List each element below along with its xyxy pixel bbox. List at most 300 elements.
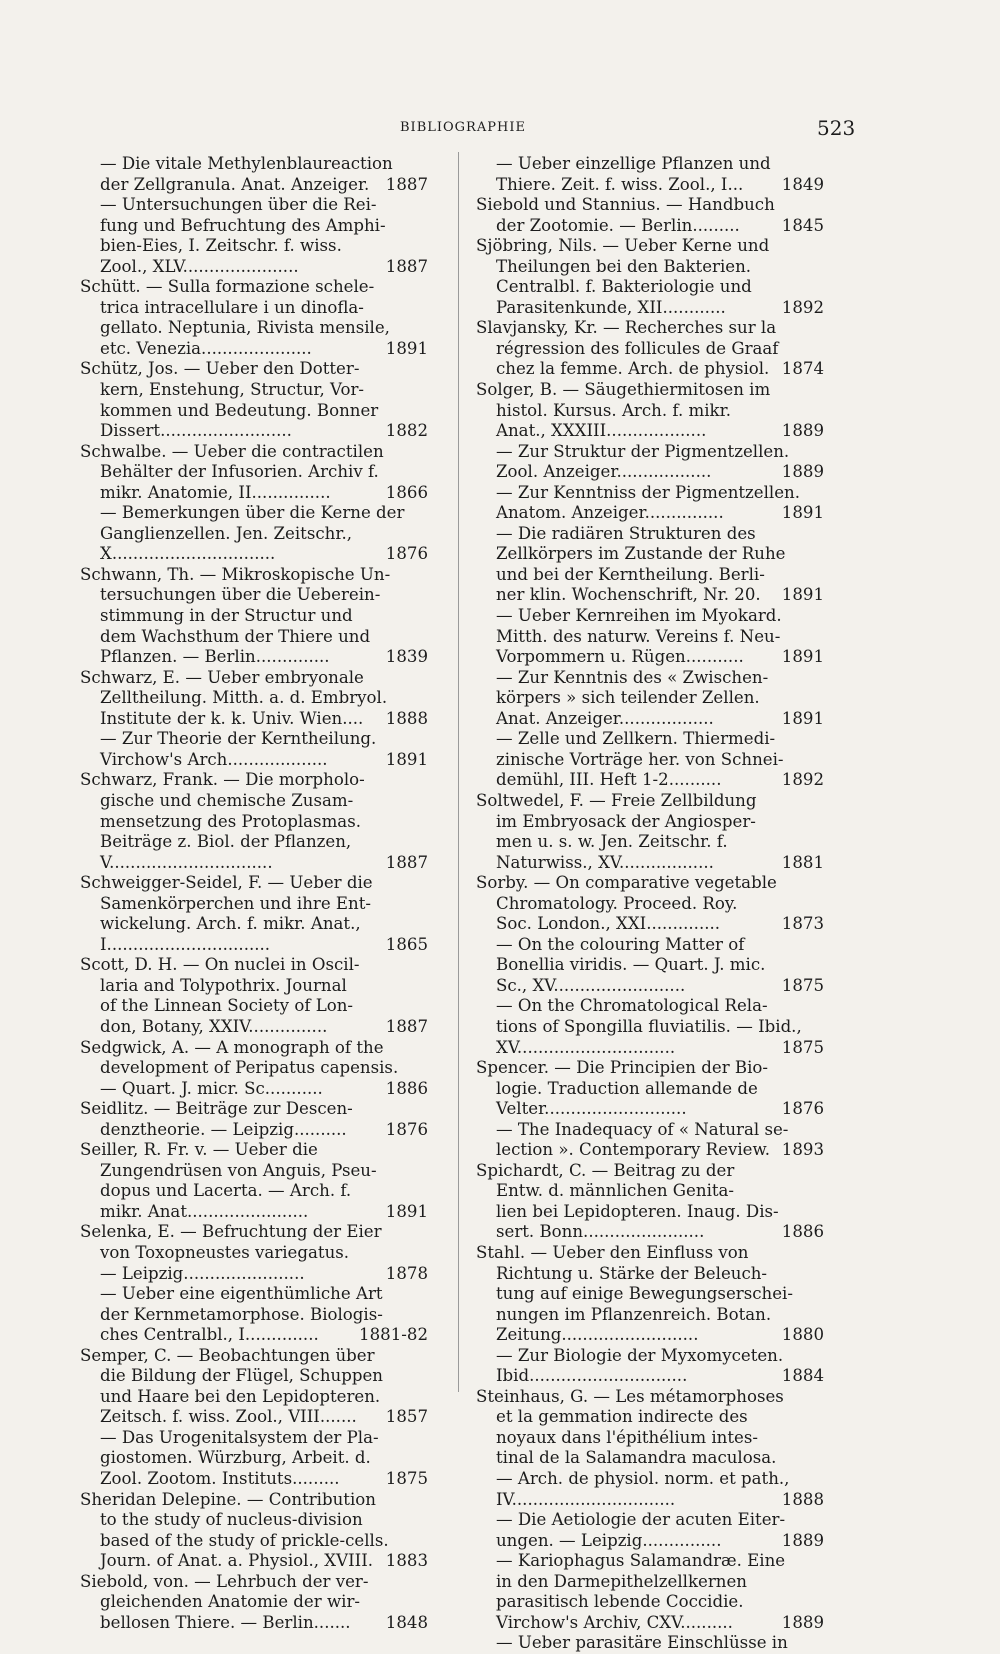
- bibliography-line: [80, 1038, 420, 1059]
- entry-text: Virchow's Archiv, CXV..........: [496, 1612, 733, 1632]
- bibliography-line: [80, 442, 420, 463]
- bibliography-line: [80, 524, 420, 545]
- bibliography-line: [80, 770, 420, 791]
- bibliography-line: [80, 195, 420, 216]
- entry-year: 1881: [781, 852, 824, 872]
- entry-text: in den Darmepithelzellkernen: [496, 1571, 747, 1591]
- bibliography-line: [80, 606, 420, 627]
- bibliography-line: [80, 585, 420, 606]
- bibliography-line: [80, 668, 420, 689]
- entry-year: 1857: [385, 1407, 428, 1427]
- bibliography-line: [80, 216, 420, 237]
- entry-year: 1892: [781, 770, 824, 790]
- bibliography-line: [476, 1305, 816, 1326]
- entry-year: 1886: [781, 1222, 824, 1242]
- bibliography-line: [476, 1243, 816, 1264]
- bibliography-line: [476, 524, 816, 545]
- entry-text: Zeitung..........................: [496, 1325, 699, 1345]
- entry-text: lien bei Lepidopteren. Inaug. Dis-: [496, 1201, 779, 1221]
- entry-text: Institute der k. k. Univ. Wien....: [100, 708, 364, 728]
- entry-text: tersuchungen über die Ueberein-: [100, 585, 381, 605]
- bibliography-line: [476, 750, 816, 771]
- bibliography-line: [80, 256, 428, 278]
- bibliography-line: [80, 873, 420, 894]
- bibliography-line: [476, 791, 816, 812]
- entry-text: Ganglienzellen. Jen. Zeitschr.,: [100, 523, 353, 543]
- entry-text: gleichenden Anatomie der wir-: [100, 1592, 361, 1612]
- entry-text: — Ueber eine eigenthümliche Art: [100, 1284, 383, 1304]
- bibliography-line: [80, 1201, 428, 1223]
- entry-text: und Haare bei den Lepidopteren.: [100, 1386, 381, 1406]
- bibliography-line: [476, 1428, 816, 1449]
- bibliography-line: [80, 934, 428, 956]
- entry-text: Sheridan Delepine. — Contribution: [80, 1489, 376, 1509]
- entry-year: 1874: [781, 359, 824, 379]
- bibliography-line: [476, 421, 824, 442]
- bibliography-line: [476, 1161, 816, 1182]
- bibliography-line: [476, 1407, 816, 1428]
- bibliography-line: [476, 503, 824, 524]
- bibliography-line: [80, 976, 420, 997]
- bibliography-line: [476, 1181, 816, 1202]
- entry-text: der Zellgranula. Anat. Anzeiger.: [100, 174, 370, 194]
- entry-text: der Kernmetamorphose. Biologis-: [100, 1304, 383, 1324]
- bibliography-line: [476, 1592, 816, 1613]
- entry-text: I...............................: [100, 934, 271, 954]
- entry-text: — On the colouring Matter of: [496, 934, 745, 954]
- bibliography-line: [80, 1119, 428, 1141]
- entry-year: 1883: [385, 1551, 428, 1571]
- bibliography-line: [80, 749, 428, 771]
- bibliography-line: [80, 1058, 420, 1079]
- entry-year: 1875: [385, 1469, 428, 1488]
- entry-text: mikr. Anat.......................: [100, 1201, 309, 1221]
- bibliography-line: [80, 1181, 420, 1202]
- bibliography-line: [476, 1222, 824, 1243]
- entry-text: Virchow's Arch...................: [100, 749, 328, 769]
- entry-text: XV..............................: [496, 1037, 676, 1057]
- entry-year: 1884: [781, 1366, 824, 1386]
- entry-text: régression des follicules de Graaf: [496, 338, 779, 358]
- entry-text: tinal de la Salamandra maculosa.: [496, 1448, 777, 1468]
- entry-year: 1886: [385, 1078, 428, 1098]
- bibliography-line: [80, 1016, 428, 1038]
- bibliography-line: [80, 1510, 420, 1531]
- entry-text: — Arch. de physiol. norm. et path.,: [496, 1469, 790, 1488]
- entry-year: 1865: [385, 934, 428, 954]
- bibliography-line: [476, 668, 816, 689]
- bibliography-line: [80, 1387, 420, 1408]
- running-title: BIBLIOGRAPHIE: [400, 120, 526, 135]
- entry-text: Steinhaus, G. — Les métamorphoses: [476, 1386, 784, 1406]
- entry-text: und bei der Kerntheilung. Berli-: [496, 564, 765, 584]
- bibliography-line: [476, 174, 824, 196]
- entry-text: gische und chemische Zusam-: [100, 790, 354, 810]
- entry-year: 1891: [781, 647, 824, 667]
- entry-text: — Zur Theorie der Kerntheilung.: [100, 729, 377, 749]
- bibliography-line: [80, 380, 420, 401]
- bibliography-line: [476, 154, 816, 175]
- entry-text: Journ. of Anat. a. Physiol., XVIII.: [100, 1551, 374, 1571]
- entry-text: et la gemmation indirecte des: [496, 1407, 748, 1427]
- bibliography-line: [80, 852, 428, 874]
- entry-text: bien-Eies, I. Zeitschr. f. wiss.: [100, 236, 342, 256]
- bibliography-line: [476, 627, 816, 648]
- bibliography-line: [80, 1078, 428, 1100]
- entry-text: nungen im Pflanzenreich. Botan.: [496, 1304, 772, 1324]
- entry-text: Zelltheilung. Mitth. a. d. Embryol.: [100, 688, 388, 708]
- bibliography-line: [80, 338, 428, 360]
- entry-text: mikr. Anatomie, II...............: [100, 482, 331, 502]
- entry-text: ches Centralbl., I..............: [100, 1325, 319, 1345]
- bibliography-line: [476, 442, 816, 463]
- bibliography-line: [476, 277, 816, 298]
- bibliography-line: [80, 1222, 420, 1243]
- entry-text: — Ueber einzellige Pflanzen und: [496, 154, 771, 173]
- entry-text: logie. Traduction allemande de: [496, 1078, 758, 1098]
- bibliography-line: [476, 195, 816, 216]
- entry-year: 1887: [385, 174, 428, 194]
- bibliography-line: [80, 955, 420, 976]
- entry-text: to the study of nucleus-division: [100, 1510, 363, 1530]
- entry-text: Velter...........................: [496, 1099, 687, 1119]
- entry-text: Slavjansky, Kr. — Recherches sur la: [476, 318, 777, 338]
- bibliography-line: [80, 1161, 420, 1182]
- bibliography-line: [476, 1387, 816, 1408]
- entry-text: — Das Urogenitalsystem der Pla-: [100, 1427, 379, 1447]
- entry-text: development of Peripatus capensis.: [100, 1058, 399, 1078]
- bibliography-line: [80, 421, 428, 442]
- entry-text: Anat. Anzeiger..................: [496, 708, 714, 728]
- bibliography-line: [80, 1243, 420, 1264]
- entry-text: Zungendrüsen von Anguis, Pseu-: [100, 1160, 377, 1180]
- entry-text: Chromatology. Proceed. Roy.: [496, 893, 738, 913]
- entry-text: — Zur Struktur der Pigmentzellen.: [496, 441, 790, 461]
- bibliography-line: [80, 1469, 428, 1490]
- entry-text: chez la femme. Arch. de physiol.: [496, 359, 770, 379]
- running-head: [0, 118, 1000, 140]
- entry-text: körpers » sich teilender Zellen.: [496, 688, 760, 708]
- entry-year: 1876: [385, 1119, 428, 1139]
- bibliography-line: [476, 729, 816, 750]
- entry-text: parasitisch lebende Coccidie.: [496, 1592, 744, 1612]
- entry-year: 1889: [781, 1530, 824, 1550]
- bibliography-line: [476, 812, 816, 833]
- bibliography-line: [476, 1469, 816, 1490]
- entry-text: Zool., XLV......................: [100, 256, 299, 276]
- entry-text: bellosen Thiere. — Berlin.......: [100, 1612, 351, 1632]
- bibliography-line: [476, 894, 816, 915]
- entry-text: Soc. London., XXI..............: [496, 914, 721, 934]
- entry-year: 1880: [781, 1325, 824, 1345]
- bibliography-line: [80, 708, 428, 730]
- entry-text: mensetzung des Protoplasmas.: [100, 811, 361, 831]
- entry-text: — Die Aetiologie der acuten Eiter-: [496, 1510, 786, 1530]
- bibliography-line: [80, 565, 420, 586]
- bibliography-line: [80, 647, 428, 668]
- entry-year: 1845: [781, 215, 824, 235]
- entry-text: Behälter der Infusorien. Archiv f.: [100, 462, 379, 482]
- entry-year: 1889: [781, 462, 824, 482]
- entry-year: 1892: [781, 297, 824, 317]
- bibliography-line: [80, 503, 420, 524]
- entry-text: Sjöbring, Nils. — Ueber Kerne und: [476, 236, 770, 256]
- entry-text: Beiträge z. Biol. der Pflanzen,: [100, 832, 352, 852]
- bibliography-line: [80, 627, 420, 648]
- entry-text: Anat., XXXIII...................: [496, 421, 707, 441]
- bibliography-line: [476, 585, 824, 606]
- entry-text: Zeitsch. f. wiss. Zool., VIII.......: [100, 1407, 357, 1427]
- entry-year: 1891: [781, 708, 824, 728]
- bibliography-line: [80, 482, 428, 504]
- bibliography-line: [80, 174, 428, 196]
- bibliography-line: [476, 1284, 816, 1305]
- bibliography-line: [80, 812, 420, 833]
- bibliography-line: [80, 1346, 420, 1367]
- entry-text: Mitth. des naturw. Vereins f. Neu-: [496, 626, 781, 646]
- bibliography-line: [80, 832, 420, 853]
- entry-text: Schwarz, Frank. — Die morpholo-: [80, 770, 365, 790]
- bibliography-line: [476, 1099, 824, 1120]
- entry-text: Schütt. — Sulla formazione schele-: [80, 277, 375, 297]
- bibliography-line: [476, 1202, 816, 1223]
- bibliography-line: [80, 688, 420, 709]
- bibliography-line: [80, 298, 420, 319]
- entry-text: Richtung u. Stärke der Beleuch-: [496, 1263, 768, 1283]
- bibliography-line: [476, 339, 816, 360]
- entry-text: kommen und Bedeutung. Bonner: [100, 400, 379, 420]
- bibliography-line: [80, 1099, 420, 1120]
- entry-text: — Zur Biologie der Myxomyceten.: [496, 1345, 784, 1365]
- entry-text: gellato. Neptunia, Rivista mensile,: [100, 318, 390, 338]
- bibliography-line: [476, 935, 816, 956]
- entry-text: based of the study of prickle-cells.: [100, 1530, 389, 1550]
- entry-text: — Ueber parasitäre Einschlüsse in: [496, 1633, 788, 1653]
- entry-text: — Ueber Kernreihen im Myokard.: [496, 606, 782, 626]
- entry-text: Schwarz, E. — Ueber embryonale: [80, 667, 364, 687]
- entry-text: Theilungen bei den Bakterien.: [496, 256, 752, 276]
- bibliography-line: [476, 606, 816, 627]
- entry-text: giostomen. Würzburg, Arbeit. d.: [100, 1448, 371, 1468]
- entry-text: Scott, D. H. — On nuclei in Oscil-: [80, 955, 360, 975]
- entry-year: 1876: [385, 544, 428, 564]
- entry-text: Zool. Zootom. Instituts.........: [100, 1469, 340, 1488]
- entry-text: — Die radiären Strukturen des: [496, 523, 756, 543]
- entry-text: men u. s. w. Jen. Zeitschr. f.: [496, 832, 728, 852]
- bibliography-line: [476, 401, 816, 422]
- bibliography-line: [476, 544, 816, 565]
- entry-year: 1882: [385, 421, 428, 441]
- bibliography-line: [80, 1592, 420, 1613]
- entry-text: Solger, B. — Säugethiermitosen im: [476, 380, 771, 400]
- entry-text: histol. Kursus. Arch. f. mikr.: [496, 400, 731, 420]
- entry-year: 1875: [781, 975, 824, 995]
- entry-text: Zool. Anzeiger..................: [496, 462, 712, 482]
- bibliography-line: [476, 1120, 816, 1141]
- entry-text: noyaux dans l'épithélium intes-: [496, 1427, 758, 1447]
- entry-text: zinische Vorträge her. von Schnei-: [496, 749, 784, 769]
- entry-text: sert. Bonn.......................: [496, 1222, 705, 1242]
- bibliography-line: [80, 462, 420, 483]
- entry-text: V...............................: [100, 852, 273, 872]
- entry-text: Thiere. Zeit. f. wiss. Zool., I...: [496, 174, 744, 194]
- entry-text: — Die vitale Methylenblaureaction: [100, 154, 393, 173]
- entry-text: — Bemerkungen über die Kerne der: [100, 503, 405, 523]
- bibliography-line: [476, 1366, 824, 1387]
- entry-text: Vorpommern u. Rügen...........: [496, 647, 744, 667]
- entry-year: 1887: [385, 1016, 428, 1036]
- entry-year: 1891: [385, 1201, 428, 1221]
- bibliography-line: [80, 1612, 428, 1634]
- entry-text: denztheorie. — Leipzig..........: [100, 1119, 347, 1139]
- left-column: [80, 154, 428, 1633]
- entry-text: Spencer. — Die Principien der Bio-: [476, 1058, 768, 1078]
- bibliography-line: [476, 647, 824, 668]
- entry-text: Entw. d. männlichen Genita-: [496, 1181, 735, 1201]
- bibliography-line: [476, 1510, 816, 1531]
- column-divider: [458, 152, 459, 1392]
- entry-year: 1848: [385, 1612, 428, 1632]
- entry-text: Selenka, E. — Befruchtung der Eier: [80, 1222, 382, 1242]
- bibliography-line: [80, 1551, 428, 1572]
- bibliography-line: [80, 236, 420, 257]
- bibliography-line: [476, 1489, 824, 1511]
- entry-text: dem Wachsthum der Thiere und: [100, 626, 371, 646]
- bibliography-line: [80, 791, 420, 812]
- bibliography-line: [476, 1530, 824, 1552]
- bibliography-line: [80, 154, 420, 175]
- entry-text: demühl, III. Heft 1-2..........: [496, 770, 722, 790]
- entry-text: trica intracellulare i un dinofla-: [100, 297, 364, 317]
- entry-text: Schweigger-Seidel, F. — Ueber die: [80, 873, 373, 893]
- page-number: 523: [817, 116, 856, 140]
- entry-text: Parasitenkunde, XII............: [496, 297, 726, 317]
- bibliography-line: [80, 1407, 428, 1428]
- entry-year: 1891: [781, 503, 824, 523]
- bibliography-line: [476, 1037, 824, 1059]
- bibliography-line: [80, 1572, 420, 1593]
- entry-text: der Zootomie. — Berlin.........: [496, 215, 740, 235]
- entry-text: laria and Tolypothrix. Journal: [100, 975, 347, 995]
- entry-year: 1889: [781, 421, 824, 441]
- bibliography-line: [476, 1079, 816, 1100]
- entry-text: Schwann, Th. — Mikroskopische Un-: [80, 564, 391, 584]
- bibliography-line: [80, 996, 420, 1017]
- bibliography-line: [80, 1305, 420, 1326]
- entry-text: stimmung in der Structur und: [100, 606, 353, 626]
- entry-text: im Embryosack der Angiosper-: [496, 811, 756, 831]
- entry-text: X...............................: [100, 544, 276, 564]
- bibliography-line: [476, 1264, 816, 1285]
- entry-text: — Untersuchungen über die Rei-: [100, 195, 377, 215]
- bibliography-line: [80, 359, 420, 380]
- entry-year: 1891: [781, 585, 824, 605]
- entry-year: 1891: [385, 749, 428, 769]
- entry-text: Bonellia viridis. — Quart. J. mic.: [496, 955, 766, 975]
- entry-text: Anatom. Anzeiger...............: [496, 503, 724, 523]
- entry-text: tions of Spongilla fluviatilis. — Ibid.,: [496, 1016, 802, 1036]
- entry-text: — On the Chromatological Rela-: [496, 996, 768, 1016]
- entry-text: IV...............................: [496, 1489, 676, 1509]
- bibliography-line: [476, 565, 816, 586]
- bibliography-line: [476, 483, 816, 504]
- entry-text: lection ». Contemporary Review.: [496, 1140, 770, 1160]
- entry-year: 1888: [385, 708, 428, 728]
- bibliography-line: [476, 832, 816, 853]
- entry-text: Samenkörperchen und ihre Ent-: [100, 893, 371, 913]
- bibliography-line: [80, 894, 420, 915]
- entry-text: fung und Befruchtung des Amphi-: [100, 215, 386, 235]
- entry-text: Naturwiss., XV..................: [496, 852, 714, 872]
- entry-text: — Zur Kenntnis des « Zwischen-: [496, 667, 769, 687]
- bibliography-line: [476, 852, 824, 874]
- bibliography-line: [80, 401, 420, 422]
- entry-year: 1878: [385, 1263, 428, 1283]
- bibliography-line: [476, 1551, 816, 1572]
- bibliography-line: [80, 1366, 420, 1387]
- bibliography-line: [476, 955, 816, 976]
- entry-text: Zellkörpers im Zustande der Ruhe: [496, 544, 786, 564]
- bibliography-line: [80, 318, 420, 339]
- entry-text: Sedgwick, A. — A monograph of the: [80, 1037, 384, 1057]
- bibliography-line: [80, 277, 420, 298]
- entry-text: — Kariophagus Salamandræ. Eine: [496, 1551, 786, 1571]
- bibliography-line: [476, 1633, 816, 1654]
- entry-text: Dissert.........................: [100, 421, 292, 441]
- bibliography-line: [476, 236, 816, 257]
- entry-text: etc. Venezia.....................: [100, 338, 312, 358]
- entry-text: — Leipzig.......................: [100, 1263, 305, 1283]
- entry-text: Schütz, Jos. — Ueber den Dotter-: [80, 359, 360, 379]
- entry-year: 1873: [781, 914, 824, 934]
- bibliography-line: [476, 914, 824, 935]
- entry-year: 1875: [781, 1037, 824, 1057]
- entry-text: — Zelle und Zellkern. Thiermedi-: [496, 729, 776, 749]
- entry-text: Ibid..............................: [496, 1366, 688, 1386]
- bibliography-line: [80, 1531, 420, 1552]
- entry-year: 1889: [781, 1612, 824, 1632]
- entry-text: Pflanzen. — Berlin..............: [100, 647, 330, 667]
- entry-year: 1893: [781, 1140, 824, 1160]
- entry-year: 1866: [385, 482, 428, 502]
- bibliography-line: [476, 996, 816, 1017]
- entry-text: Semper, C. — Beobachtungen über: [80, 1345, 375, 1365]
- entry-text: Centralbl. f. Bakteriologie und: [496, 277, 752, 297]
- entry-text: ner klin. Wochenschrift, Nr. 20.: [496, 585, 761, 605]
- entry-text: Soltwedel, F. — Freie Zellbildung: [476, 790, 757, 810]
- bibliography-line: [476, 1140, 824, 1161]
- bibliography-line: [476, 1058, 816, 1079]
- entry-year: 1839: [385, 647, 428, 667]
- bibliography-line: [476, 1572, 816, 1593]
- entry-text: don, Botany, XXIV...............: [100, 1016, 328, 1036]
- entry-text: — Quart. J. micr. Sc...........: [100, 1078, 323, 1098]
- bibliography-line: [476, 462, 824, 483]
- bibliography-line: [476, 380, 816, 401]
- bibliography-line: [476, 1448, 816, 1469]
- entry-text: wickelung. Arch. f. mikr. Anat.,: [100, 914, 361, 934]
- entry-text: Schwalbe. — Ueber die contractilen: [80, 441, 384, 461]
- bibliography-line: [80, 1263, 428, 1285]
- bibliography-line: [476, 708, 824, 730]
- entry-text: dopus und Lacerta. — Arch. f.: [100, 1181, 352, 1201]
- entry-text: Sc., XV.........................: [496, 975, 686, 995]
- bibliography-line: [80, 1428, 420, 1449]
- bibliography-line: [80, 544, 428, 565]
- bibliography-line: [476, 873, 816, 894]
- entry-year: 1888: [781, 1489, 824, 1509]
- entry-text: Seiller, R. Fr. v. — Ueber die: [80, 1140, 318, 1160]
